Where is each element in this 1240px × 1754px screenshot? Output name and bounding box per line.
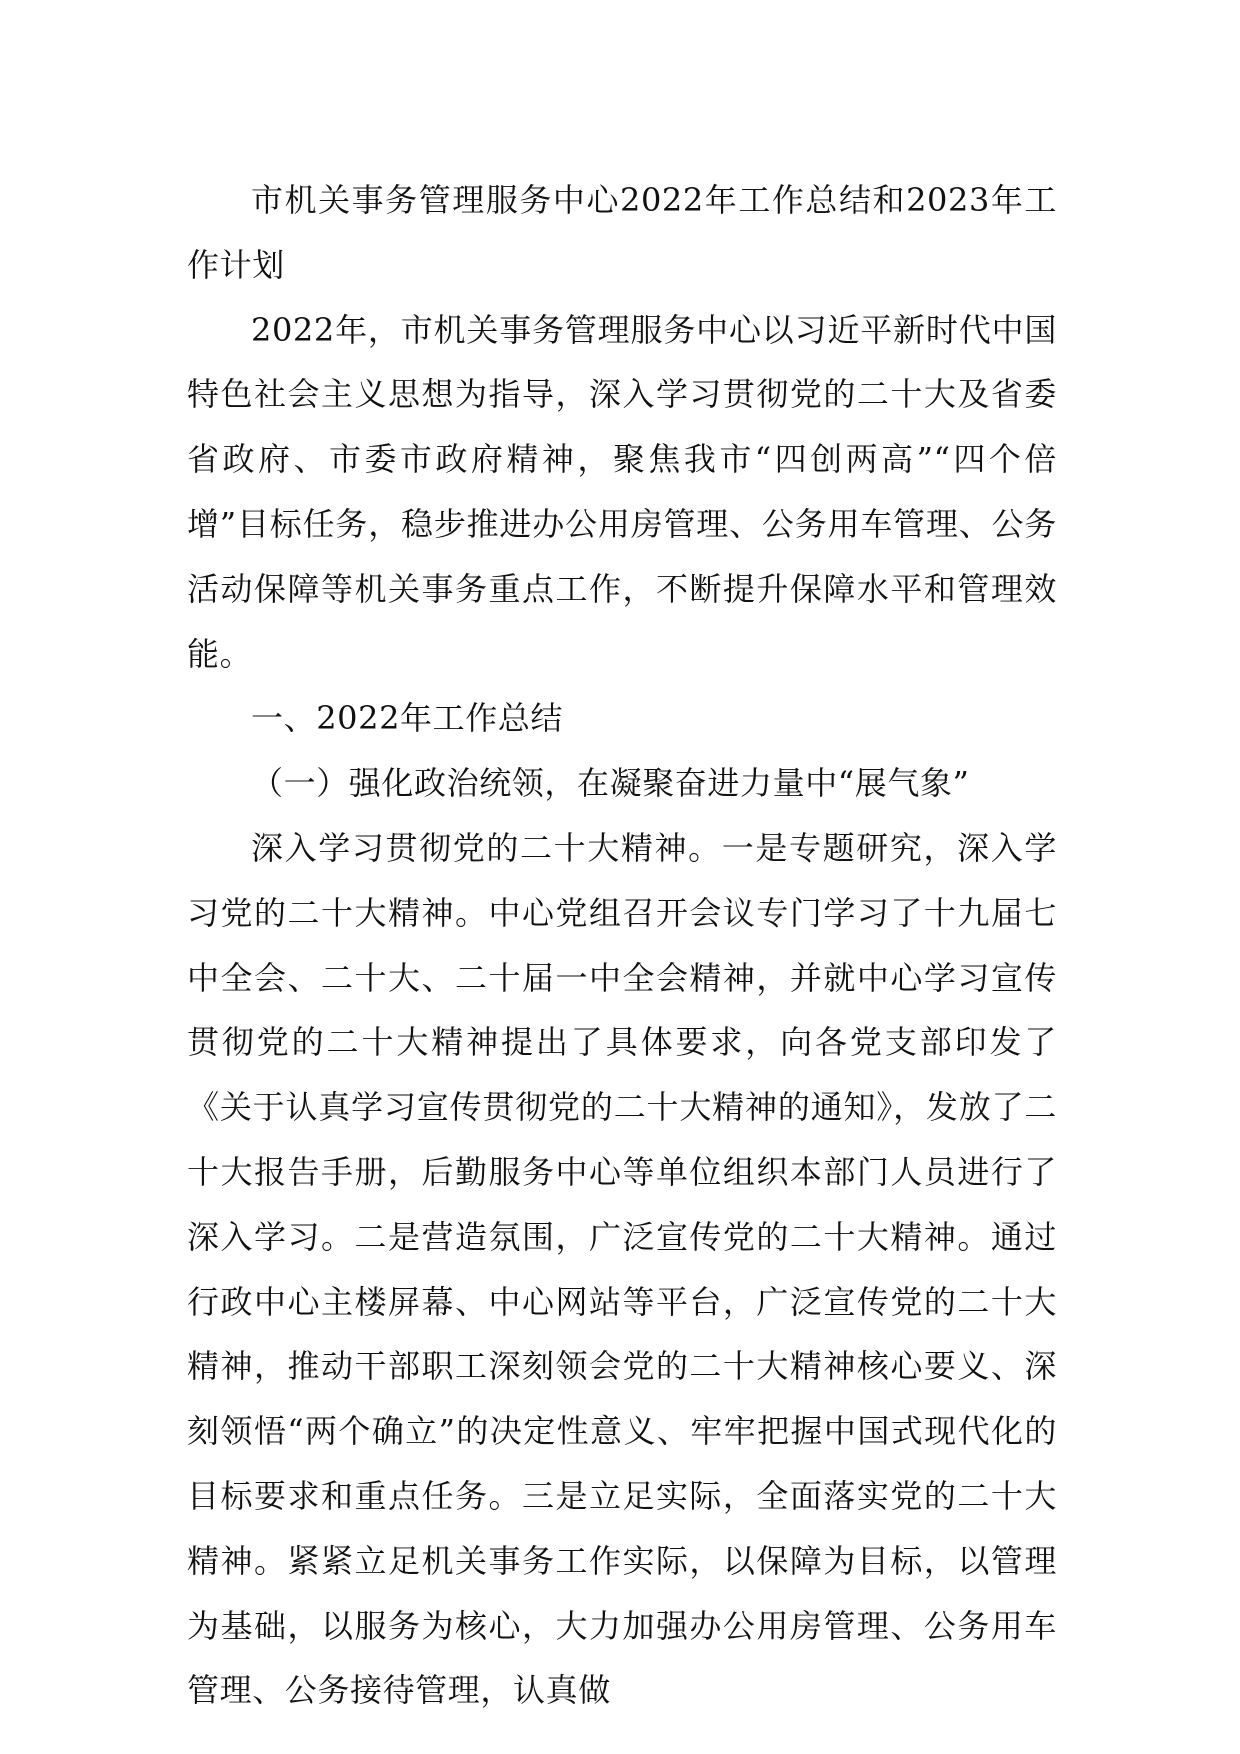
section-heading: 一、2022年工作总结 — [251, 699, 564, 738]
body-paragraph: 深入学习贯彻党的二十大精神。一是专题研究，深入学习党的二十大精神。中心党组召开会议专门学习了十九届七中全会、二十大、二十届一中全会精神，并就中心学习宣传贯彻党的二十大精神提出了具体要求，向各党支部印发了《关于认真学习宣传贯彻党的二十大精神的通知》，发放了二十大报告手册，后勤服务中心等单位组织本部门人员进行了深入学习。二是营造氛围，广泛宣传党的二十大精神。通过行政中心主楼屏幕、中心网站等平台，广泛宣传党的二十大精神，推动干部职工深刻领会党的二十大精神核心要义、深刻领悟“两个确立”的决定性意义、牢牢把握中国式现代化的目标要求和重点任务。三是立足实际，全面落实党的二十大精神。紧紧立足机关事务工作实际，以保障为目标，以管理为基础，以服务为核心，大力加强办公用房管理、公务用车管理、公务接待管理，认真做 — [187, 828, 1057, 1710]
subsection-heading: （一）强化政治统领，在凝聚奋进力量中“展气象” — [251, 764, 970, 803]
document-body — [187, 168, 1057, 1723]
intro-paragraph: 2022年，市机关事务管理服务中心以习近平新时代中国特色社会主义思想为指导，深入学习贯彻党的二十大及省委省政府、市委市政府精神，聚焦我市“四创两高”“四个倍增”目标任务，稳步推进办公用房管理、公务用车管理、公务活动保障等机关事务重点工作，不断提升保障水平和管理效能。 — [187, 310, 1057, 673]
document-title: 市机关事务管理服务中心2022年工作总结和2023年工作计划 — [187, 181, 1057, 284]
